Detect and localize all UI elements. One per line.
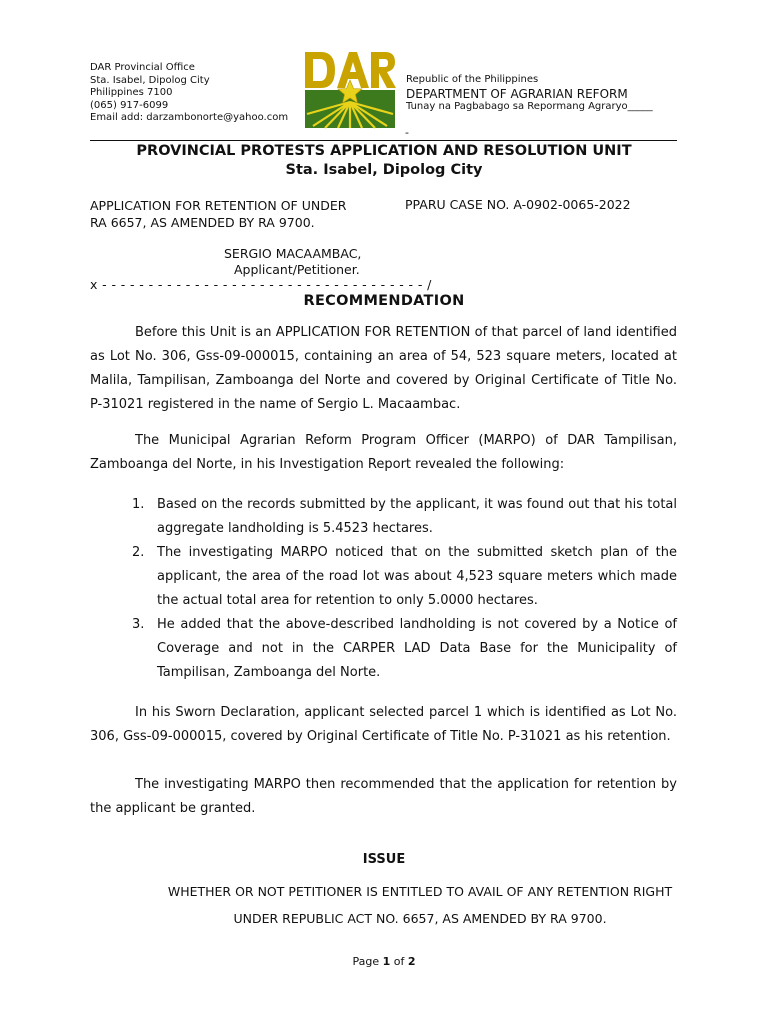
list-item-text: Based on the records submitted by the applicant, it was found out that his total aggregate landholding is 5.4523 hectares. — [157, 497, 677, 536]
list-item — [132, 613, 677, 685]
list-item-number: 3. — [132, 617, 145, 632]
page-total: 2 — [407, 955, 416, 968]
office-street: Sta. Isabel, Dipolog City — [90, 74, 210, 86]
letterhead-divider — [90, 140, 677, 141]
office-phone: (065) 917-6099 — [90, 99, 169, 111]
department-motto: Tunay na Pagbabago sa Repormang Agraryo_____ — [406, 100, 653, 112]
list-item-number: 1. — [132, 497, 145, 512]
department-block — [406, 74, 653, 113]
list-item-text: He added that the above-described landholding is not covered by a Notice of Coverage and not in the CARPER LAD Data Base for the Municipality of Tampilisan, Zamboanga del Norte. — [157, 617, 677, 680]
paragraph-intro: Before this Unit is an APPLICATION FOR RETENTION of that parcel of land identified as Lot No. 306, Gss-09-000015, containing an area of 54, 523 square meters, located at Malila, Tampilisan, Zamboanga del Norte and covered by Original Certificate of Title No. P-31021 registered in the name of Sergio L. Macaambac. — [90, 325, 677, 412]
applicant-block — [224, 246, 361, 278]
applicant-name: SERGIO MACAAMBAC, — [224, 246, 362, 261]
office-address-block — [90, 62, 288, 125]
case-number: PPARU CASE NO. A-0902-0065-2022 — [405, 197, 631, 212]
list-item — [132, 541, 677, 613]
page-of: of — [393, 955, 405, 968]
department-name: DEPARTMENT OF AGRARIAN REFORM — [406, 86, 628, 101]
paragraph-recommendation: The investigating MARPO then recommended that the application for retention by the applicant be granted. — [90, 777, 677, 816]
page-current: 1 — [382, 955, 391, 968]
paragraph-sworn-declaration: In his Sworn Declaration, applicant selected parcel 1 which is identified as Lot No. 306, Gss-09-000015, covered by Original Certificate of Title No. P-31021 as his retention. — [90, 705, 677, 744]
page-number — [0, 955, 768, 968]
caption-line-1: APPLICATION FOR RETENTION OF UNDER — [90, 198, 347, 213]
dar-logo-icon — [303, 50, 397, 130]
republic-label: Republic of the Philippines — [406, 74, 539, 85]
caption-separator: x - - - - - - - - - - - - - - - - - - - - - - - - - - - - - - - - - - - / — [90, 277, 432, 292]
letterhead-dash: - — [405, 126, 409, 139]
paragraph-investigation: The Municipal Agrarian Reform Program Officer (MARPO) of DAR Tampilisan, Zamboanga del Norte, in his Investigation Report revealed the following: — [90, 433, 677, 472]
list-item — [132, 493, 677, 541]
findings-list — [132, 493, 677, 685]
list-item-number: 2. — [132, 545, 145, 560]
caption-line-2: RA 6657, AS AMENDED BY RA 9700. — [90, 215, 315, 230]
list-item-text: The investigating MARPO noticed that on the submitted sketch plan of the applicant, the area of the road lot was about 4,523 square meters which made the actual total area for retention to only 5.0000 hectares. — [157, 545, 677, 608]
office-country: Philippines 7100 — [90, 87, 173, 98]
issue-text: WHETHER OR NOT PETITIONER IS ENTITLED TO AVAIL OF ANY RETENTION RIGHT UNDER REPUBLIC ACT NO. 6657, AS AMENDED BY RA 9700. — [167, 884, 673, 926]
issue-heading: ISSUE — [362, 852, 406, 867]
office-name: DAR Provincial Office — [90, 62, 195, 73]
document-heading: RECOMMENDATION — [303, 293, 465, 309]
page-label: Page — [352, 955, 380, 968]
unit-title: PROVINCIAL PROTESTS APPLICATION AND RESOLUTION UNIT — [136, 143, 632, 159]
unit-location: Sta. Isabel, Dipolog City — [285, 162, 483, 178]
applicant-role: Applicant/Petitioner. — [234, 262, 360, 277]
office-email: Email add: darzambonorte@yahoo.com — [90, 112, 289, 123]
dar-logo — [303, 50, 397, 130]
case-caption — [90, 197, 346, 231]
